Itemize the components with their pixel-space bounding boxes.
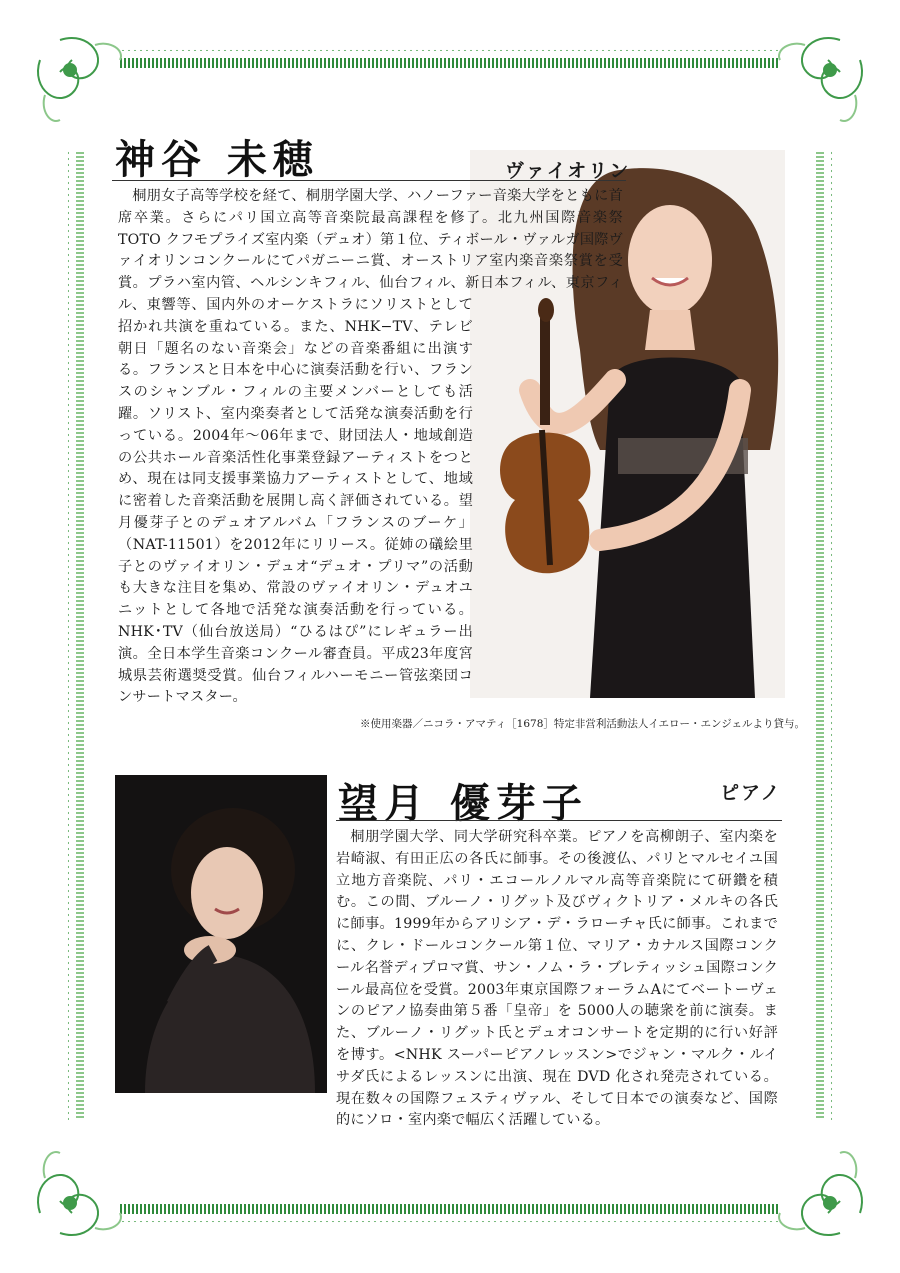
performer2-instrument: ピアノ [720,782,782,804]
top-dotted-border [120,48,780,51]
performer2-bio: 桐朋学園大学、同大学研究科卒業。ピアノを高柳朗子、室内楽を岩崎淑、有田正広の各氏に師事。その後渡仏、パリとマルセイユ国立地方音楽院、パリ・エコールノルマル高等音楽院にて研鑽を積む。この間、ブルーノ・リグット及びヴィクトリア・メルキの各氏に師事。1999年からアリシア・デ・ラローチャ氏に師事。これまでに、クレ・ドールコンクール第１位、マリア・カナルス国際コンクール名誉ディプロマ賞、サン・ノム・ラ・ブレティッシュ国際コンクール最高位を受賞。2003年東京国際フォーラムAにてベートーヴェンのピアノ協奏曲第５番「皇帝」を 5000人の聴衆を前に演奏。また、ブルーノ・リグット氏とデュオコンサートを定期的に行い好評を博す。<NHK スーパーピアノレッスン>でジャン・マルク・ルイサダ氏によるレッスンに出演、現在 DVD 化され発売されている。現在数々の国際フェスティヴァル、そして日本での演奏など、国際的にソロ・室内楽で幅広く活躍している。 [336,829,778,1129]
performer1-name: 神谷 未穂 [115,136,319,183]
performer1-bio: 桐朋女子高等学校を経て、桐朋学園大学、ハノーファー音楽大学をともに首席卒業。さらにパリ国立高等音楽院最高課程を修了。北九州国際音楽祭 TOTO クフモプライズ室内楽（デュオ）第１位、ティボール・ヴァルガ国際ヴァイオリンコンクールにてパガニーニ賞、オーストリア室内楽音楽祭賞を受賞。プラハ室内管、ヘルシンキフィル、仙台フィル、新日本フィル、東京フィル、東響等、国内外のオーケストラにソリストとして招かれ共演を重ねている。また、NHK−TV、テレビ朝日「題名のない音楽会」などの音楽番組に出演する。フランスと日本を中心に演奏活動を行い、フランスのシャンブル・フィルの主要メンバーとしても活躍。ソリスト、室内楽奏者として活発な演奏活動を行っている。2004年〜06年まで、財団法人・地域創造の公共ホール音楽活性化事業登録アーティストをつとめ、現在は同支援事業協力アーティストとして、地域に密着した音楽活動を展開し高く評価されている。望月優芽子とのデュオアルバム「フランスのブーケ」（NAT-11501）を2012年にリリース。従姉の礒絵里子とのヴァイオリン・デュオ“デュオ・プリマ”の活動も大きな注目を集め、常設のヴァイオリン・デュオユニットとして各地で活発な演奏活動を行っている。NHK･TV（仙台放送局）“ひるはぴ”にレギュラー出演。全日本学生音楽コンクール審査員。平成23年度宮城県芸術選奨受賞。仙台フィルハーモニー管弦楽団コンサートマスター。 [118,188,623,706]
face-shape [191,847,263,939]
performer1-heading-rule [112,180,626,181]
performer1-bio-block [118,186,623,709]
performer2-name: 望月 優芽子 [338,780,588,827]
top-bar-border [120,58,780,68]
corner-ornament-top-right [779,38,862,121]
left-line-border [76,150,84,1120]
performer2-bio-block [336,827,778,1132]
right-dotted-border [831,150,834,1120]
right-line-border [816,150,824,1120]
corner-ornament-bottom-right [779,1152,862,1235]
bottom-dotted-border [120,1221,780,1224]
bottom-bar-border [120,1204,780,1214]
performer2-heading-rule [336,820,782,821]
corner-ornament-bottom-left [38,1152,121,1235]
pianist-photo [115,775,327,1093]
performer1-instrument-note: ※使用楽器／ニコラ・アマティ［1678］特定非営利活動法人イエロー・エンジェルより貸与。 [360,718,805,730]
performer1-instrument: ヴァイオリン [505,160,631,182]
left-dotted-border [66,150,69,1120]
corner-ornament-top-left [38,38,121,121]
face-shape [628,205,712,315]
